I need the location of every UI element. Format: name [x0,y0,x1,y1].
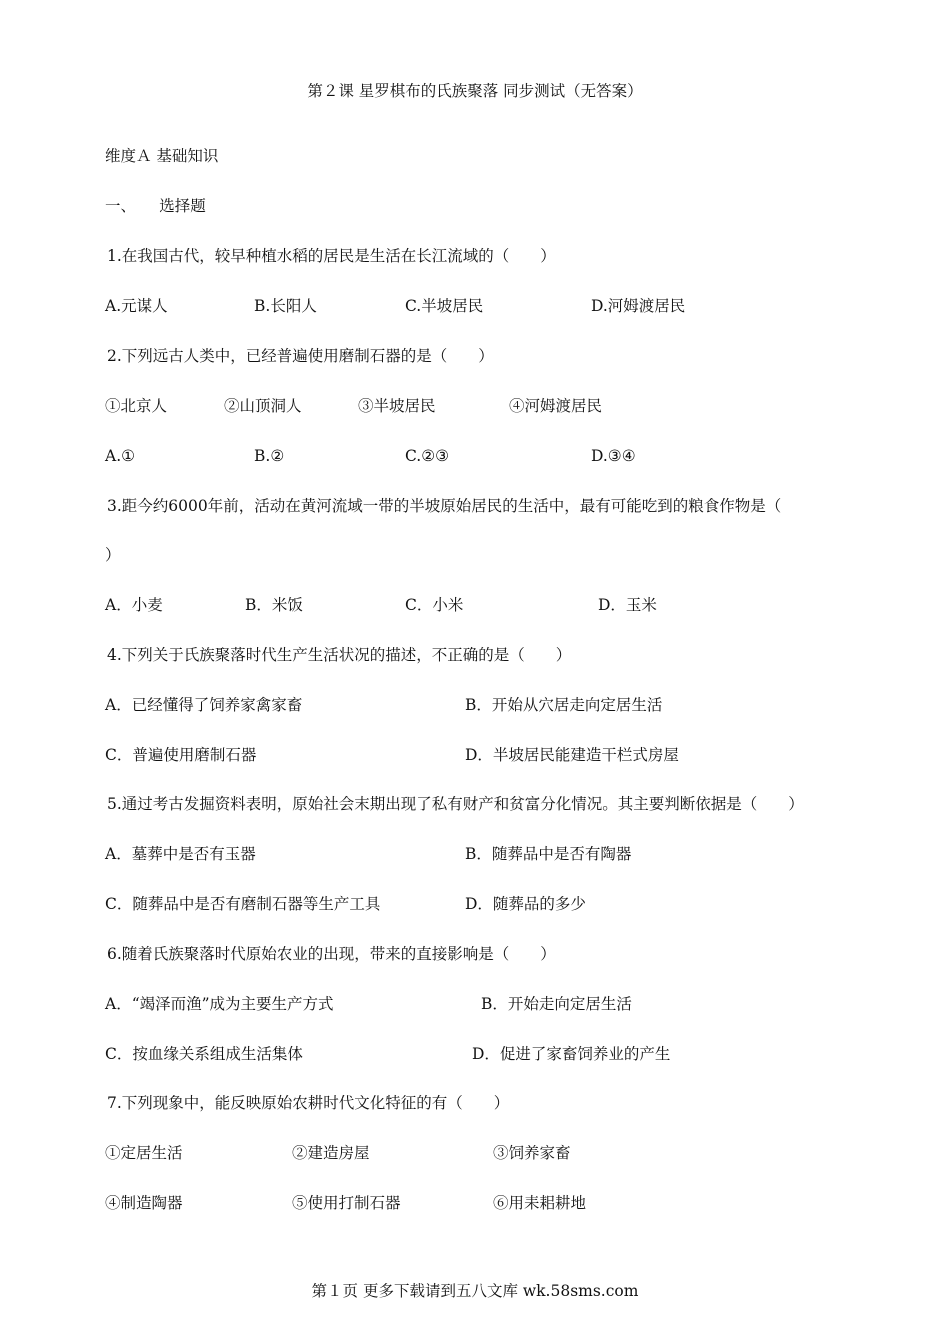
numbered-item: ①北京人 [105,397,168,415]
question-stem: 1.在我国古代，较早种植水稻的居民是生活在长江流域的（ ） [107,247,556,265]
section-heading: 维度Ａ 基础知识 [105,147,219,165]
option: C.②③ [405,447,450,465]
question-stem: 2.下列远古人类中，已经普遍使用磨制石器的是（ ） [107,347,494,365]
numbered-item: ②建造房屋 [292,1144,370,1162]
question-stem: 4.下列关于氏族聚落时代生产生活状况的描述，不正确的是（ ） [107,646,572,664]
option: C.半坡居民 [405,297,484,315]
option: A.① [105,447,136,465]
option: A．已经懂得了饲养家禽家畜 [105,696,303,714]
option: A．“竭泽而渔”成为主要生产方式 [105,995,334,1013]
page-title: 第２课 星罗棋布的氏族聚落 同步测试（无答案） [307,82,643,100]
option: D．促进了家畜饲养业的产生 [472,1045,671,1063]
numbered-item: ②山顶洞人 [224,397,302,415]
option: C．随葬品中是否有磨制石器等生产工具 [105,895,381,913]
option: D．半坡居民能建造干栏式房屋 [465,746,679,764]
question-stem: 6.随着氏族聚落时代原始农业的出现，带来的直接影响是（ ） [107,945,556,963]
option: B．随葬品中是否有陶器 [465,845,632,863]
option: A．小麦 [105,596,163,614]
numbered-item: ③饲养家畜 [493,1144,571,1162]
option: B.长阳人 [254,297,317,315]
option: D.③④ [591,447,636,465]
numbered-item: ④河姆渡居民 [509,397,603,415]
option: C．普遍使用磨制石器 [105,746,257,764]
option: D.河姆渡居民 [591,297,686,315]
option: A.元谋人 [105,297,168,315]
page-footer: 第１页 更多下载请到五八文库 wk.58sms.com [311,1282,639,1300]
question-stem: 3.距今约6000年前，活动在黄河流域一带的半坡原始居民的生活中，最有可能吃到的粮食作物是（ [107,497,782,515]
option: D．玉米 [598,596,657,614]
numbered-item: ⑤使用打制石器 [292,1194,401,1212]
option: C．小米 [405,596,464,614]
option: B．米饭 [245,596,303,614]
numbered-item: ③半坡居民 [358,397,436,415]
option: D．随葬品的多少 [465,895,586,913]
question-stem-continuation: ） [105,546,121,564]
numbered-item: ①定居生活 [105,1144,183,1162]
option: B.② [254,447,285,465]
option: B．开始从穴居走向定居生活 [465,696,663,714]
numbered-item: ④制造陶器 [105,1194,183,1212]
part-heading: 一、 选择题 [105,197,206,215]
option: C．按血缘关系组成生活集体 [105,1045,303,1063]
question-stem: 7.下列现象中，能反映原始农耕时代文化特征的有（ ） [107,1094,510,1112]
numbered-item: ⑥用耒耜耕地 [493,1194,587,1212]
option: B．开始走向定居生活 [481,995,632,1013]
option: A．墓葬中是否有玉器 [105,845,256,863]
question-stem: 5.通过考古发掘资料表明，原始社会末期出现了私有财产和贫富分化情况。其主要判断依据是（ ） [107,795,804,813]
